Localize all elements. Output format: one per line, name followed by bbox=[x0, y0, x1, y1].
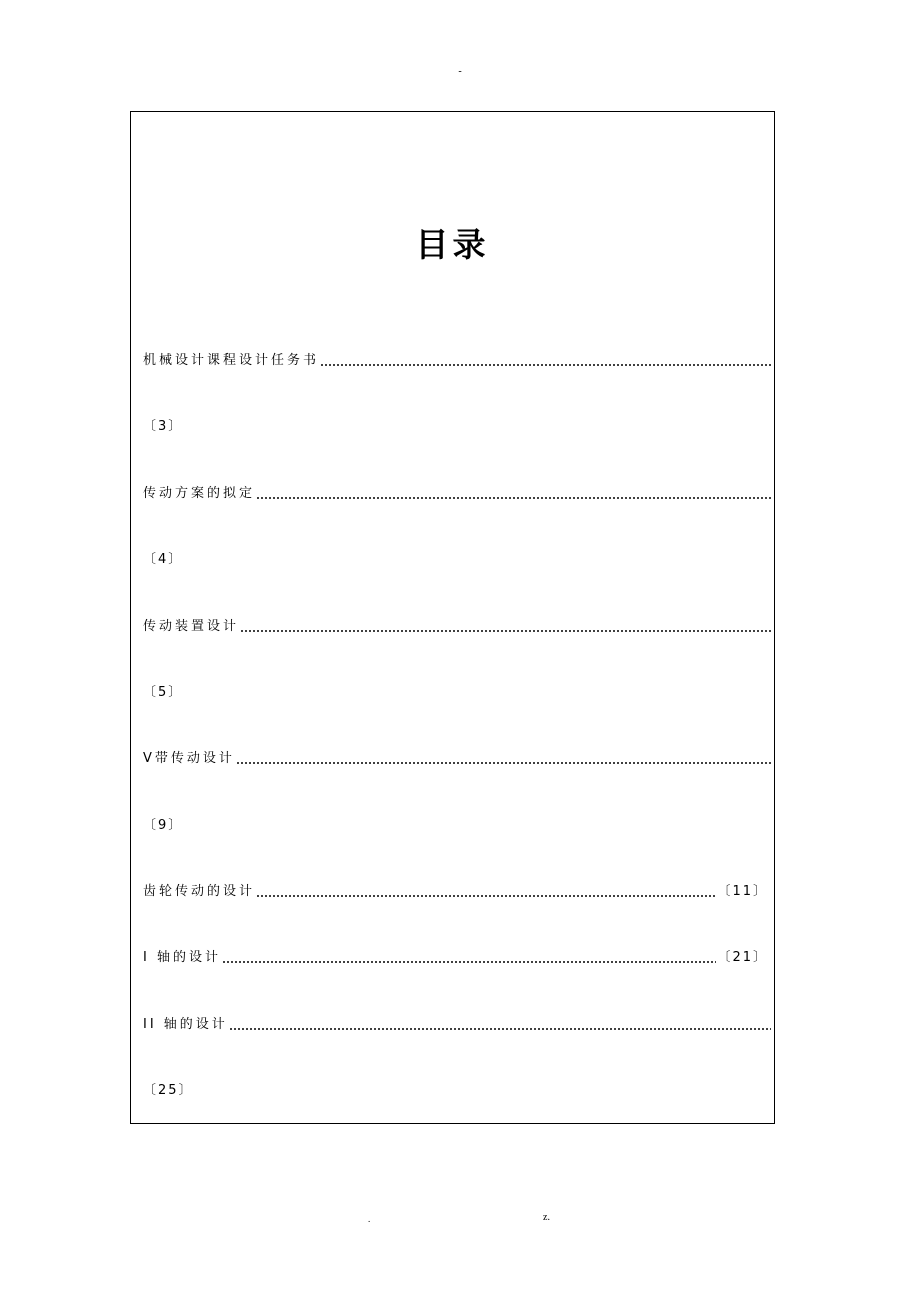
dot-leader bbox=[222, 961, 716, 963]
toc-entry-gear[interactable] bbox=[143, 882, 768, 902]
dot-leader bbox=[236, 762, 771, 764]
toc-entry-page: 〔4〕 bbox=[143, 552, 184, 567]
dot-leader bbox=[320, 364, 771, 366]
toc-entry-page: 〔25〕 bbox=[143, 1083, 194, 1098]
dot-leader bbox=[256, 895, 716, 897]
toc-entry-task-book[interactable] bbox=[143, 351, 772, 371]
footer-left-mark: . bbox=[368, 1214, 371, 1224]
toc-frame bbox=[130, 111, 775, 1124]
toc-entry-page: 〔9〕 bbox=[143, 818, 184, 833]
toc-entry-label: 传动方案的拟定 bbox=[143, 486, 256, 501]
toc-entry-label: V带传动设计 bbox=[143, 751, 235, 766]
dot-leader bbox=[240, 630, 771, 632]
header-mark: - bbox=[458, 66, 462, 77]
dot-leader bbox=[256, 497, 771, 499]
footer-right-mark: z. bbox=[543, 1212, 550, 1223]
toc-entry-label: 齿轮传动的设计 bbox=[143, 884, 256, 899]
toc-entry-transmission-device[interactable] bbox=[143, 617, 772, 637]
toc-entry-v-belt[interactable] bbox=[143, 749, 772, 769]
toc-entry-page: 〔11〕 bbox=[717, 884, 768, 899]
toc-entry-label: I 轴的设计 bbox=[143, 950, 221, 965]
toc-entry-page: 〔21〕 bbox=[717, 950, 768, 965]
toc-entry-scheme[interactable] bbox=[143, 484, 772, 504]
toc-entry-label: II 轴的设计 bbox=[143, 1017, 228, 1032]
toc-entry-shaft-1[interactable] bbox=[143, 948, 768, 968]
toc-title: 目录 bbox=[415, 225, 490, 264]
toc-entry-page: 〔3〕 bbox=[143, 419, 184, 434]
toc-entry-shaft-2[interactable] bbox=[143, 1015, 772, 1035]
toc-entry-label: 机械设计课程设计任务书 bbox=[143, 353, 320, 368]
toc-entry-page: 〔5〕 bbox=[143, 685, 184, 700]
dot-leader bbox=[229, 1028, 771, 1030]
toc-entry-label: 传动装置设计 bbox=[143, 619, 240, 634]
